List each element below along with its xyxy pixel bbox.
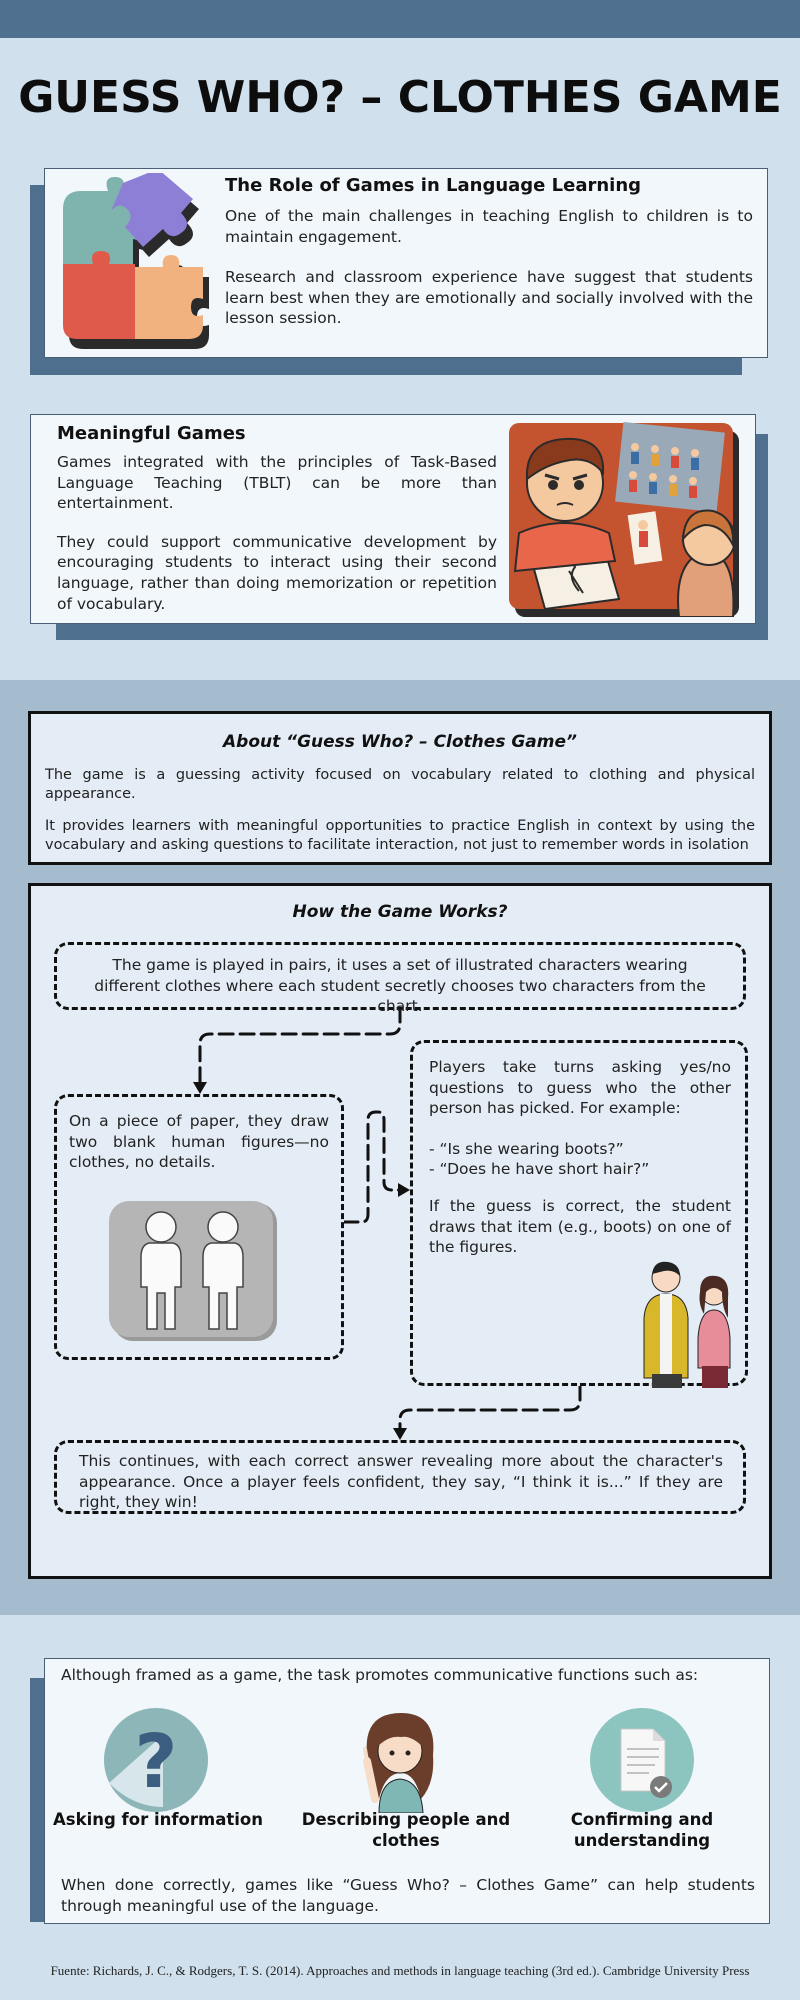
svg-text:?: ? bbox=[134, 1719, 178, 1805]
page-title: GUESS WHO? – CLOTHES GAME bbox=[18, 72, 782, 123]
couple-illustration bbox=[630, 1258, 742, 1388]
step-2-text: On a piece of paper, they draw two blank human figures—no clothes, no details. bbox=[69, 1112, 329, 1172]
footer-citation: Fuente: Richards, J. C., & Rodgers, T. S. (2014). Approaches and methods in language teaching (3rd ed.). Cambridge University Press bbox=[50, 1963, 750, 1978]
meaningful-heading: Meaningful Games bbox=[57, 423, 246, 444]
document-check-icon bbox=[589, 1707, 695, 1813]
about-paragraph-1: The game is a guessing activity focused on vocabulary related to clothing and physical appearance. bbox=[45, 767, 755, 803]
function-label-3: Confirming and understanding bbox=[570, 1810, 714, 1851]
blank-figures-illustration bbox=[109, 1201, 277, 1341]
step-3-question-2: - “Does he have short hair?” bbox=[429, 1160, 650, 1179]
meaningful-paragraph-1: Games integrated with the principles of Task-Based Language Teaching (TBLT) can be more than entertainment. bbox=[57, 453, 497, 513]
functions-card bbox=[44, 1658, 770, 1924]
step-3-question-1: - “Is she wearing boots?” bbox=[429, 1139, 624, 1158]
girl-pointing-icon bbox=[345, 1703, 455, 1813]
step-4 bbox=[54, 1440, 746, 1514]
meaningful-paragraph-2: They could support communicative development by encouraging students to interact using their second language, rather than doing memorization or repetition of vocabulary. bbox=[57, 532, 497, 613]
role-paragraph-1: One of the main challenges in teaching English to children is to maintain engagement. bbox=[225, 207, 753, 246]
about-paragraph-2: It provides learners with meaningful opportunities to practice English in context by using the vocabulary and asking questions to facilitate interaction, not just to remember words in isolation bbox=[45, 817, 755, 853]
role-heading: The Role of Games in Language Learning bbox=[225, 175, 642, 196]
step-4-text: This continues, with each correct answer revealing more about the character's appearance. Once a player feels confident, they say, “I think it is...” If they are right, they win! bbox=[79, 1452, 723, 1512]
function-label-2: Describing people and clothes bbox=[301, 1810, 511, 1851]
step-2 bbox=[54, 1094, 344, 1360]
how-heading: How the Game Works? bbox=[292, 902, 508, 922]
step-1-text: The game is played in pairs, it uses a set of illustrated characters wearing different clothes where each student secretly chooses two characters from the chart. bbox=[94, 956, 706, 1016]
step-3-outro: If the guess is correct, the student draws that item (e.g., boots) on one of the figures. bbox=[429, 1197, 731, 1257]
role-paragraph-2: Research and classroom experience have suggest that students learn best when they are emotionally and socially involved with the lesson session. bbox=[225, 268, 753, 328]
step-3-intro: Players take turns asking yes/no questions to guess who the other person has picked. For example: bbox=[429, 1058, 731, 1118]
question-mark-icon bbox=[103, 1707, 209, 1813]
about-heading: About “Guess Who? – Clothes Game” bbox=[223, 732, 577, 752]
functions-intro: Although framed as a game, the task promotes communicative functions such as: bbox=[61, 1666, 699, 1684]
function-label-1: Asking for information bbox=[53, 1810, 263, 1829]
functions-outro: When done correctly, games like “Guess Who? – Clothes Game” can help students through meaningful use of the language. bbox=[61, 1876, 755, 1915]
step-1 bbox=[54, 942, 746, 1016]
